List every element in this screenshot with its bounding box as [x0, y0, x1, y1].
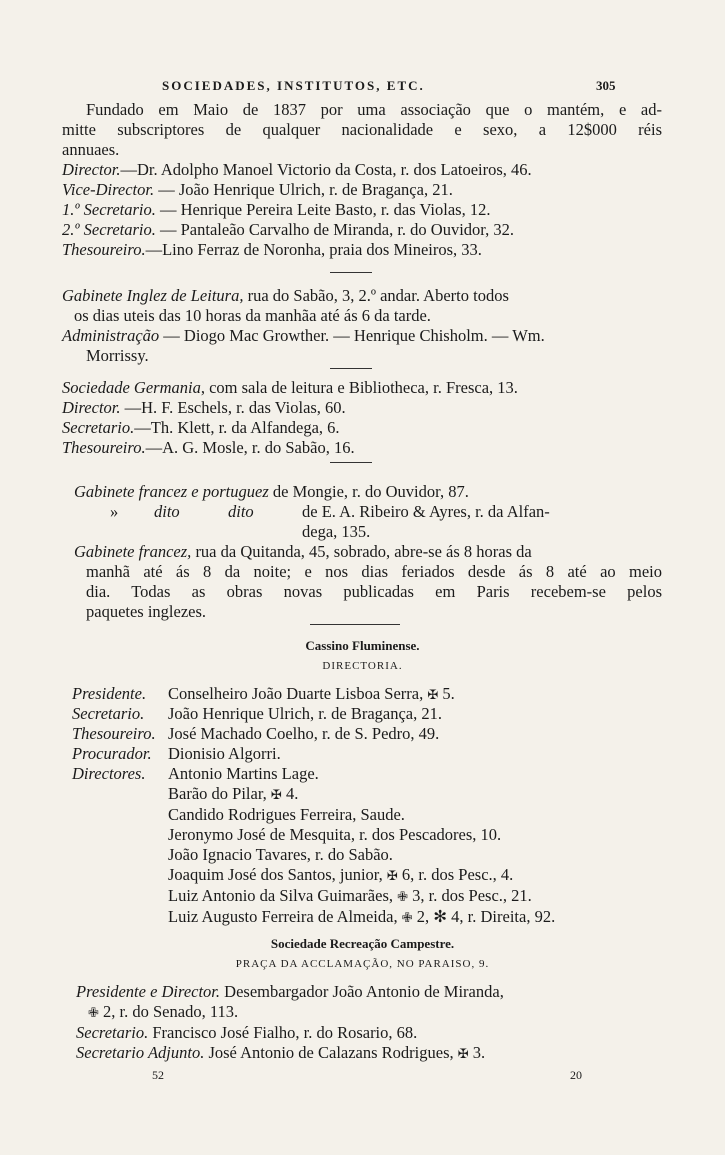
officer-line	[62, 398, 662, 418]
officer-text: — Henrique Pereira Leite Basto, r. das Violas, 12.	[155, 200, 491, 219]
officer-role: Directores.	[72, 764, 146, 783]
text-fragment: rua do Sabão, 3, 2.º andar. Aberto todos	[243, 286, 509, 305]
officer-role: Procurador.	[72, 744, 152, 763]
officer-role: Secretario.	[62, 418, 135, 437]
text-line	[62, 378, 662, 398]
officer-text: José Antonio de Calazans Rodrigues,	[204, 1043, 458, 1062]
officer-line	[76, 1043, 666, 1064]
section-title: Cassino Fluminense.	[305, 638, 420, 653]
text-line	[62, 502, 662, 522]
officer-role: Thesoureiro.	[62, 240, 146, 259]
director-line	[168, 865, 672, 886]
institution-name: Sociedade Germania	[62, 378, 201, 397]
officer-role: 2.º Secretario.	[62, 220, 156, 239]
officer-line	[62, 180, 662, 200]
officer-role: Secretario.	[76, 1023, 149, 1042]
text-line: os dias uteis das 10 horas da manhãa até ás 6 da tarde.	[74, 306, 431, 325]
officer-tail: 3.	[468, 1043, 486, 1062]
director-line	[168, 907, 672, 928]
officer-line	[72, 704, 672, 724]
order-badge-icon: ✠	[427, 687, 439, 702]
casino-officers	[72, 684, 672, 928]
officer-entry	[168, 684, 455, 705]
director-text: Luiz Antonio da Silva Guimarães,	[168, 886, 398, 905]
officer-role: Director.	[62, 160, 121, 179]
institution-name: Gabinete francez e portuguez	[74, 482, 269, 501]
text-line: manhã até ás 8 da noite; e nos dias feriados desde ás 8 até ao meio	[86, 562, 662, 581]
officer-line	[62, 160, 662, 180]
text-fragment: 2, r. do Senado, 113.	[98, 1002, 239, 1021]
director-line	[168, 805, 672, 825]
divider	[330, 462, 372, 463]
section-title: Sociedade Recreação Campestre.	[270, 936, 455, 951]
director-line	[168, 825, 672, 845]
officer-text: —A. G. Mosle, r. do Sabão, 16.	[145, 438, 355, 457]
officer-line	[76, 982, 666, 1002]
text-line: paquetes inglezes.	[86, 602, 207, 621]
text-fragment: de E. A. Ribeiro & Ayres, r. da Alfan-	[302, 502, 550, 521]
order-badge-icon: ✙	[401, 910, 413, 925]
officer-role: Secretario.	[72, 704, 145, 723]
officer-text: Dionisio Algorri.	[168, 744, 281, 763]
officer-line	[72, 684, 672, 704]
divider	[330, 272, 372, 273]
officer-line	[62, 200, 662, 220]
order-badge-icon: ✙	[397, 889, 409, 904]
officer-text: —Th. Klett, r. da Alfandega, 6.	[134, 418, 340, 437]
director-tail: 3, r. dos Pesc., 21.	[408, 886, 532, 905]
officer-line	[76, 1023, 666, 1043]
divider	[330, 368, 372, 369]
officer-line	[72, 744, 672, 764]
text-fragment: de Mongie, r. do Ouvidor, 87.	[268, 482, 469, 501]
order-badge-icon: ✠	[270, 787, 282, 802]
officer-role: Administração	[62, 326, 160, 345]
order-badge-icon: ✠	[386, 868, 398, 883]
signature-mark-right: 20	[570, 1068, 582, 1082]
director-text: Candido Rodrigues Ferreira, Saude.	[168, 805, 405, 824]
section-subtitle: PRAÇA DA ACCLAMAÇÃO, NO PARAISO, 9.	[235, 958, 490, 970]
french-reading-room-block	[62, 482, 662, 622]
officer-tail: 5.	[438, 684, 455, 703]
director-line	[168, 886, 672, 907]
officer-line	[72, 724, 672, 744]
text-line	[62, 542, 662, 562]
institution-name: Gabinete Inglez de Leitura,	[62, 286, 244, 305]
order-badge-icon: ✙	[88, 1005, 99, 1020]
institution-name: Gabinete francez,	[74, 542, 192, 561]
officer-role: 1.º Secretario.	[62, 200, 156, 219]
text-line	[62, 482, 662, 502]
text-line	[76, 1002, 666, 1023]
text-line: dia. Todas as obras novas publicadas em Paris recebem-se pelos	[86, 582, 662, 601]
signature-mark-left: 52	[152, 1068, 164, 1082]
officer-line	[62, 240, 662, 260]
officer-text: José Machado Coelho, r. de S. Pedro, 49.	[168, 724, 440, 743]
text-line: dega, 135.	[302, 522, 371, 541]
english-reading-room-block	[62, 286, 662, 366]
officer-role: Thesoureiro.	[72, 724, 156, 743]
officer-text: Desembargador João Antonio de Miranda,	[220, 982, 504, 1001]
officer-line	[62, 438, 662, 458]
officer-role: Thesoureiro.	[62, 438, 146, 457]
text-line: Fundado em Maio de 1837 por uma associação que o mantém, e ad-	[86, 100, 662, 119]
text-fragment: , com sala de leitura e Bibliotheca, r. Fresca, 13.	[200, 378, 518, 397]
officer-text: Conselheiro João Duarte Lisboa Serra,	[168, 684, 428, 703]
officer-line	[62, 326, 662, 346]
text-line: Morrissy.	[86, 346, 149, 365]
director-text: Joaquim José dos Santos, junior,	[168, 865, 387, 884]
officer-text: —H. F. Eschels, r. das Violas, 60.	[120, 398, 346, 417]
officer-text: Antonio Martins Lage.	[168, 764, 319, 783]
order-badge-icon: ✠	[457, 1046, 469, 1061]
director-text: Luiz Augusto Ferreira de Almeida,	[168, 907, 402, 926]
text-line: annuaes.	[62, 140, 120, 159]
text-fragment: rua da Quitanda, 45, sobrado, abre-se ás 8 horas da	[191, 542, 532, 561]
director-text: Jeronymo José de Mesquita, r. dos Pescadores, 10.	[168, 825, 502, 844]
officer-text: — João Henrique Ulrich, r. de Bragança, 21.	[154, 180, 453, 199]
ditto: dito	[154, 502, 180, 521]
director-tail: 6, r. dos Pesc., 4.	[397, 865, 514, 884]
officer-role: Vice-Director.	[62, 180, 155, 199]
director-line	[168, 784, 672, 805]
recreacao-officers	[76, 982, 666, 1064]
director-tail: 4.	[281, 784, 299, 803]
officer-line	[62, 220, 662, 240]
officer-line	[62, 418, 662, 438]
divider	[310, 624, 400, 625]
officer-text: —Dr. Adolpho Manoel Victorio da Costa, r. dos Latoeiros, 46.	[120, 160, 532, 179]
germania-block	[62, 378, 662, 458]
page-number: 305	[596, 78, 616, 93]
section-subtitle: DIRECTORIA.	[322, 660, 403, 672]
directors-list	[72, 784, 672, 928]
ditto-mark: »	[110, 502, 119, 521]
officer-text: —Lino Ferraz de Noronha, praia dos Mineiros, 33.	[145, 240, 482, 259]
ditto: dito	[228, 502, 254, 521]
library-block	[62, 100, 662, 260]
officer-text: — Pantaleão Carvalho de Miranda, r. do Ouvidor, 32.	[155, 220, 515, 239]
running-title: SOCIEDADES, INSTITUTOS, ETC.	[162, 78, 425, 93]
officer-role: Secretario Adjunto.	[76, 1043, 205, 1062]
director-line	[168, 845, 672, 865]
officer-role: Presidente e Director.	[76, 982, 221, 1001]
director-text: João Ignacio Tavares, r. do Sabão.	[168, 845, 393, 864]
text-line: mitte subscriptores de qualquer nacionalidade e sexo, a 12$000 réis	[62, 120, 662, 139]
officer-role: Presidente.	[72, 684, 147, 703]
officer-text: — Diogo Mac Growther. — Henrique Chisholm. — Wm.	[159, 326, 545, 345]
director-tail: 2, ✻ 4, r. Direita, 92.	[412, 907, 556, 926]
director-text: Barão do Pilar,	[168, 784, 271, 803]
officer-line	[72, 764, 672, 784]
text-line	[62, 286, 662, 306]
officer-role: Director.	[62, 398, 121, 417]
officer-text: João Henrique Ulrich, r. de Bragança, 21.	[168, 704, 442, 723]
officer-text: Francisco José Fialho, r. do Rosario, 68.	[148, 1023, 418, 1042]
